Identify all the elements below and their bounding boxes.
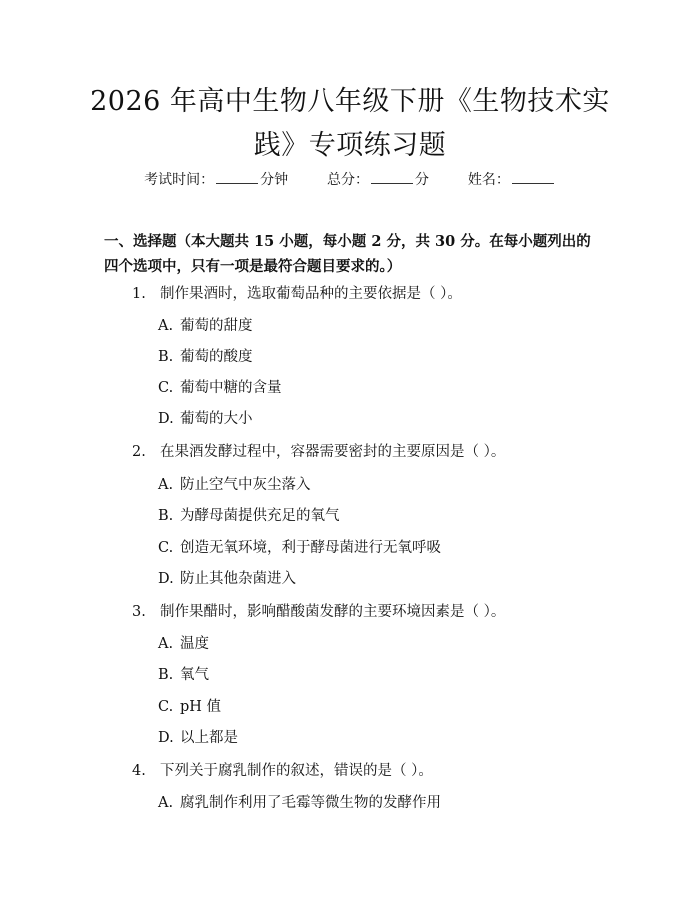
option-1c: C. 葡萄中糖的含量 bbox=[158, 380, 282, 396]
exam-info-row bbox=[0, 169, 700, 189]
option-1b: B. 葡萄的酸度 bbox=[158, 349, 253, 365]
question-number: 2. bbox=[132, 444, 146, 460]
question-number: 4. bbox=[132, 763, 146, 779]
option-3d: D. 以上都是 bbox=[158, 730, 238, 746]
option-2b: B. 为酵母菌提供充足的氧气 bbox=[158, 508, 340, 524]
question-3 bbox=[132, 600, 505, 621]
name-blank bbox=[512, 171, 554, 184]
option-3b: B. 氧气 bbox=[158, 667, 209, 683]
question-2 bbox=[132, 440, 505, 461]
question-text: 在果酒发酵过程中，容器需要密封的主要原因是（ ）。 bbox=[160, 444, 506, 460]
score-blank bbox=[371, 171, 413, 184]
option-4a: A. 腐乳制作利用了毛霉等微生物的发酵作用 bbox=[158, 795, 441, 811]
option-3c: C. pH 值 bbox=[158, 699, 222, 715]
score-label: 总分： bbox=[327, 172, 369, 188]
page-title bbox=[60, 80, 640, 168]
section-heading: 一、选择题（本大题共 15 小题，每小题 2 分，共 30 分。在每小题列出的四个选项中，只有一项是最符合题目要求的。） bbox=[104, 233, 591, 275]
option-1d: D. 葡萄的大小 bbox=[158, 411, 253, 427]
time-unit: 分钟 bbox=[260, 172, 289, 188]
question-number: 1. bbox=[132, 286, 146, 302]
title-line-2: 践》专项练习题 bbox=[253, 130, 447, 161]
option-2d: D. 防止其他杂菌进入 bbox=[158, 571, 296, 587]
option-3a: A. 温度 bbox=[158, 636, 209, 652]
question-text: 制作果酒时，选取葡萄品种的主要依据是（ ）。 bbox=[160, 286, 462, 302]
title-line-1: 2026 年高中生物八年级下册《生物技术实 bbox=[90, 86, 610, 117]
option-2a: A. 防止空气中灰尘落入 bbox=[158, 477, 311, 493]
question-text: 下列关于腐乳制作的叙述，错误的是（ ）。 bbox=[160, 763, 433, 779]
question-number: 3. bbox=[132, 604, 146, 620]
question-4 bbox=[132, 759, 433, 780]
question-1 bbox=[132, 282, 462, 303]
name-label: 姓名： bbox=[467, 172, 510, 188]
time-label: 考试时间： bbox=[144, 172, 215, 188]
option-1a: A. 葡萄的甜度 bbox=[158, 318, 253, 334]
option-2c: C. 创造无氧环境，利于酵母菌进行无氧呼吸 bbox=[158, 540, 441, 556]
question-text: 制作果醋时，影响醋酸菌发酵的主要环境因素是（ ）。 bbox=[160, 604, 506, 620]
score-unit: 分 bbox=[415, 172, 429, 188]
time-blank bbox=[216, 171, 258, 184]
